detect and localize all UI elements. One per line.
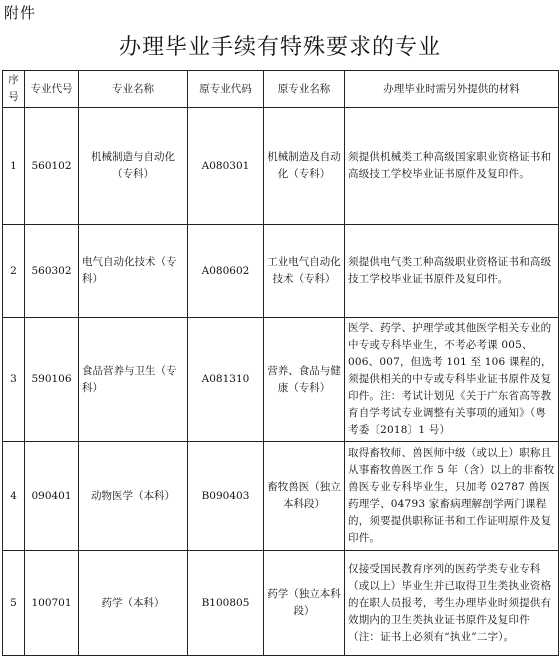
header-old-code: 原专业代码: [188, 71, 264, 108]
cell-no: 2: [3, 225, 25, 318]
header-old-name: 原专业名称: [264, 71, 345, 108]
cell-code: 100701: [25, 551, 79, 656]
cell-requirement: 取得畜牧师、兽医师中级（或以上）职称且从事畜牧兽医工作 5 年（含）以上的非畜牧兽医专业专科毕业生，只加考 02787 兽医药理学、04793 家畜病理解剖学两门课程的，须要提供职称证书和工作证明原件及复印件。: [345, 442, 559, 551]
cell-name: 食品营养与卫生（专科）: [79, 318, 188, 442]
cell-requirement: 须提供电气类工种高级职业资格证书和高级技工学校毕业证书原件及复印件。: [345, 225, 559, 318]
cell-requirement: 仅接受国民教育序列的医药学类专业专科（或以上）毕业生并已取得卫生类执业资格的在职人员报考，考生办理毕业时须提供有效期内的卫生类执业证书原件及复印件（注：证书上必须有“执业”二字）。: [345, 551, 559, 656]
cell-old-code: A081310: [188, 318, 264, 442]
table-row: [3, 225, 559, 318]
cell-code: 590106: [25, 318, 79, 442]
cell-old-code: A080602: [188, 225, 264, 318]
attachment-label: 附件: [4, 4, 37, 22]
cell-old-name: 营养、食品与健康（专科）: [264, 318, 345, 442]
cell-no: 4: [3, 442, 25, 551]
header-no: 序号: [3, 71, 25, 108]
table-row: [3, 108, 559, 225]
table-row: [3, 442, 559, 551]
cell-name: 机械制造与自动化（专科）: [79, 108, 188, 225]
cell-name: 动物医学（本科）: [79, 442, 188, 551]
cell-old-code: B090403: [188, 442, 264, 551]
header-code: 专业代号: [25, 71, 79, 108]
table-header-row: [3, 71, 559, 108]
cell-code: 560302: [25, 225, 79, 318]
header-requirement: 办理毕业时需另外提供的材料: [345, 71, 559, 108]
table-row: [3, 318, 559, 442]
cell-old-code: A080301: [188, 108, 264, 225]
cell-code: 560102: [25, 108, 79, 225]
table-row: [3, 551, 559, 656]
cell-old-code: B100805: [188, 551, 264, 656]
cell-old-name: 机械制造及自动化（专科）: [264, 108, 345, 225]
header-name: 专业名称: [79, 71, 188, 108]
special-majors-table: [2, 70, 559, 656]
cell-no: 3: [3, 318, 25, 442]
cell-old-name: 工业电气自动化技术（专科）: [264, 225, 345, 318]
cell-name: 药学（本科）: [79, 551, 188, 656]
cell-requirement: 医学、药学、护理学或其他医学相关专业的中专或专科毕业生，不考必考课 005、006、007，但选考 101 至 106 课程的，须提供相关的中专或专科毕业证书原件及复印件。注：考试计划见《关于广东省高等教育自学考试专业调整有关事项的通知》（粤考委〔2018〕1 号）: [345, 318, 559, 442]
cell-old-name: 药学（独立本科段）: [264, 551, 345, 656]
cell-name: 电气自动化技术（专科）: [79, 225, 188, 318]
cell-old-name: 畜牧兽医（独立本科段）: [264, 442, 345, 551]
cell-code: 090401: [25, 442, 79, 551]
document-title: 办理毕业手续有特殊要求的专业: [118, 35, 441, 60]
cell-no: 5: [3, 551, 25, 656]
cell-no: 1: [3, 108, 25, 225]
cell-requirement: 须提供机械类工种高级国家职业资格证书和高级技工学校毕业证书原件及复印件。: [345, 108, 559, 225]
